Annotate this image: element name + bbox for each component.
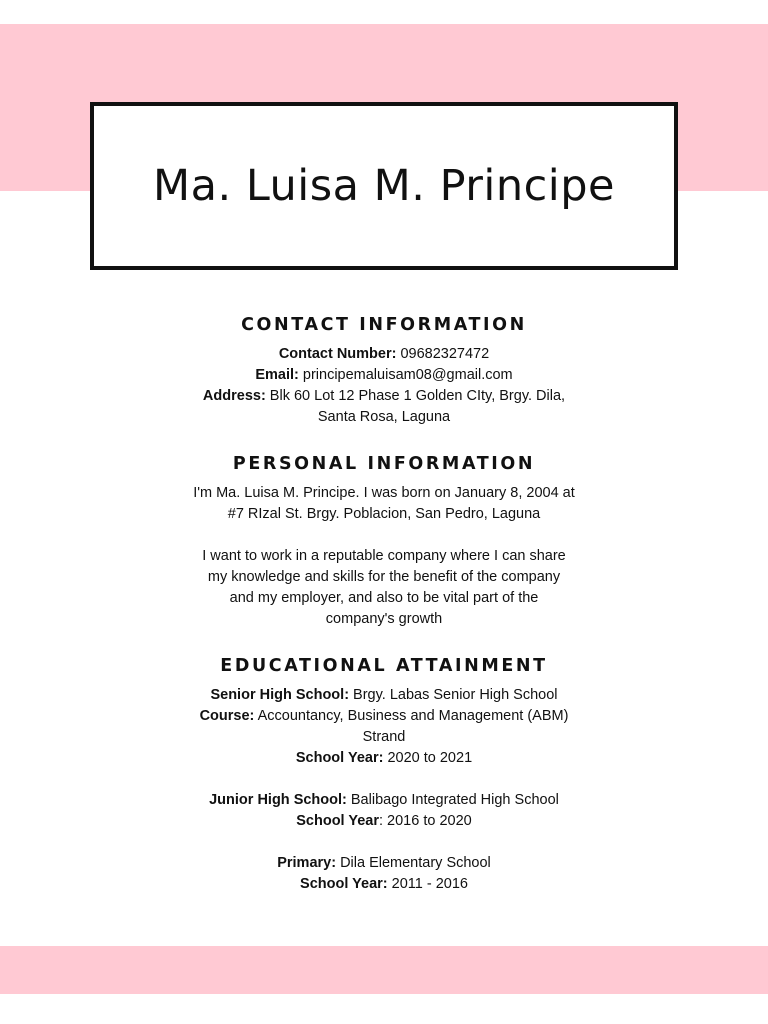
resume-content [0,313,768,919]
contact-number-line [0,344,768,365]
jhs-year-value: : 2016 to 2020 [379,813,472,829]
shs-year-label: School Year: [295,750,384,766]
contact-number-label: Contact Number: [278,346,397,362]
jhs-value: Balibago Integrated High School [346,792,559,808]
education-heading: EDUCATIONAL ATTAINMENT [220,656,548,676]
bottom-pink-band [0,946,768,994]
shs-line [0,685,768,706]
primary-year-label: School Year: [300,876,388,892]
primary-label: Primary: [277,855,337,871]
course-line-continued: Strand [362,729,406,745]
primary-year-value: 2011 - 2016 [387,876,468,892]
personal-text-line: #7 RIzal St. Brgy. Poblacion, San Pedro, Laguna [227,506,541,522]
address-value: Blk 60 Lot 12 Phase 1 Golden CIty, Brgy. Dila, [265,388,566,404]
jhs-year-line [0,811,768,832]
resume-name: Ma. Luisa M. Principe [153,161,615,211]
jhs-line [0,790,768,811]
primary-line [0,853,768,874]
objective-text-line: and my employer, and also to be vital part of the [229,590,539,606]
name-header-box [90,102,678,270]
course-value: Accountancy, Business and Management (ABM) [254,708,569,724]
objective-text-line: I want to work in a reputable company where I can share [202,548,566,564]
objective-text-line: my knowledge and skills for the benefit of the company [207,569,561,585]
contact-heading: CONTACT INFORMATION [241,315,527,335]
address-line-continued: Santa Rosa, Laguna [317,409,451,425]
contact-number-value: 09682327472 [396,346,490,362]
email-line [0,365,768,386]
primary-value: Dila Elementary School [336,855,491,871]
shs-year-line [0,748,768,769]
personal-section [0,452,768,630]
shs-value: Brgy. Labas Senior High School [349,687,558,703]
course-label: Course: [199,708,255,724]
education-section [0,654,768,895]
email-label: Email: [255,367,299,383]
email-value: principemaluisam08@gmail.com [298,367,513,383]
primary-year-line [0,874,768,895]
personal-heading: PERSONAL INFORMATION [232,454,536,474]
address-line [0,386,768,407]
contact-section [0,313,768,428]
address-label: Address: [202,388,266,404]
jhs-year-label: School Year [296,813,379,829]
course-line [0,706,768,727]
objective-text-line: company's growth [325,611,443,627]
shs-label: Senior High School: [210,687,350,703]
jhs-label: Junior High School: [209,792,347,808]
personal-text-line: I'm Ma. Luisa M. Principe. I was born on January 8, 2004 at [193,485,575,501]
shs-year-value: 2020 to 2021 [383,750,473,766]
